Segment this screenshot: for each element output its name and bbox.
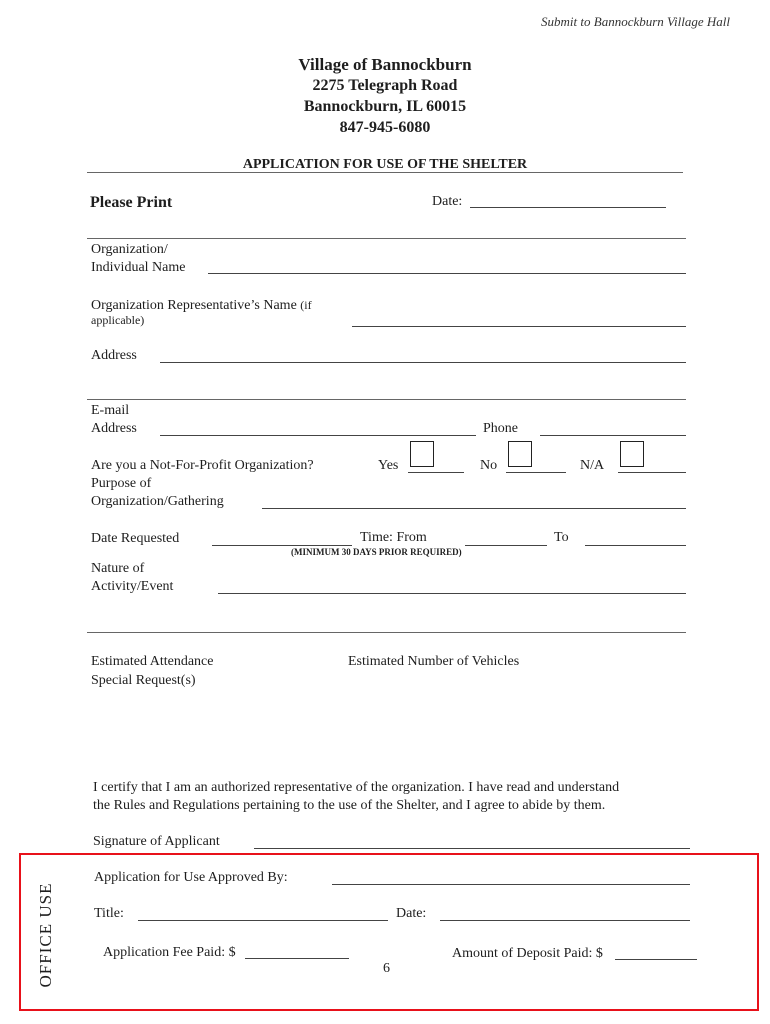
date-requested-field[interactable] [212,545,352,546]
address-field[interactable] [160,362,686,363]
purpose-field[interactable] [262,508,686,509]
approved-by-label: Application for Use Approved By: [94,870,288,885]
nfp-no-checkbox[interactable] [508,441,532,467]
rep-applicable: applicable) [91,313,145,327]
time-to-label: To [554,530,569,545]
email-field[interactable] [160,435,476,436]
form-title: APPLICATION FOR USE OF THE SHELTER [242,157,528,172]
nature-field[interactable] [218,593,686,594]
deposit-paid-label: Amount of Deposit Paid: $ [452,946,603,961]
date-label: Date: [432,194,463,209]
date-field[interactable] [470,207,666,208]
deposit-paid-field[interactable] [615,959,697,960]
org-name-field[interactable] [208,273,686,274]
certify-line-2: the Rules and Regulations pertaining to the use of the Shelter, and I agree to abide by them. [93,798,606,813]
fee-paid-label: Application Fee Paid: $ [103,945,236,960]
office-title-label: Title: [94,906,124,921]
village-name: Village of Bannockburn [298,55,472,74]
nfp-no-line [506,472,566,473]
rep-name-field[interactable] [352,326,686,327]
special-requests-label: Special Request(s) [91,673,196,688]
office-title-field[interactable] [138,920,388,921]
phone-label: Phone [483,421,518,436]
office-date-label: Date: [396,906,427,921]
approved-by-field[interactable] [332,884,690,885]
section-rule-3 [87,632,686,633]
signature-label: Signature of Applicant [93,834,220,849]
nfp-na-label: N/A [580,458,605,473]
org-label-1: Organization/ [91,242,168,257]
section-rule-2 [87,399,686,400]
email-label-2: Address [91,421,137,436]
fee-paid-field[interactable] [245,958,349,959]
date-requested-label: Date Requested [91,531,180,546]
address-label: Address [91,348,137,363]
title-rule [87,172,683,173]
office-use-label: OFFICE USE [36,882,55,988]
page-number: 6 [383,961,390,976]
nature-label-1: Nature of [91,561,145,576]
submit-note: Submit to Bannockburn Village Hall [541,14,730,29]
time-to-field[interactable] [585,545,686,546]
village-city: Bannockburn, IL 60015 [303,98,467,115]
purpose-label-1: Purpose of [91,476,152,491]
time-from-field[interactable] [465,545,547,546]
nfp-na-line [618,472,686,473]
time-from-label: Time: From [360,530,427,545]
nfp-yes-checkbox[interactable] [410,441,434,467]
nature-label-2: Activity/Event [91,579,174,594]
village-street: 2275 Telegraph Road [312,77,458,94]
phone-field[interactable] [540,435,686,436]
office-date-field[interactable] [440,920,690,921]
nfp-question: Are you a Not-For-Profit Organization? [91,458,314,473]
purpose-label-2: Organization/Gathering [91,494,224,509]
village-phone: 847-945-6080 [339,119,431,136]
minimum-note: (MINIMUM 30 DAYS PRIOR REQUIRED) [291,547,462,557]
certify-line-1: I certify that I am an authorized representative of the organization. I have read and understand [93,780,620,795]
rep-label-if: (if [300,298,312,312]
nfp-yes-line [408,472,464,473]
please-print: Please Print [90,194,173,211]
rep-label-main: Organization Representative’s Name [91,298,297,313]
signature-field[interactable] [254,848,690,849]
nfp-yes-label: Yes [378,458,399,473]
org-label-2: Individual Name [91,260,186,275]
nfp-no-label: No [480,458,498,473]
section-rule-1 [87,238,686,239]
email-label-1: E-mail [91,403,130,418]
vehicles-label: Estimated Number of Vehicles [348,654,520,669]
attendance-label: Estimated Attendance [91,654,214,669]
nfp-na-checkbox[interactable] [620,441,644,467]
